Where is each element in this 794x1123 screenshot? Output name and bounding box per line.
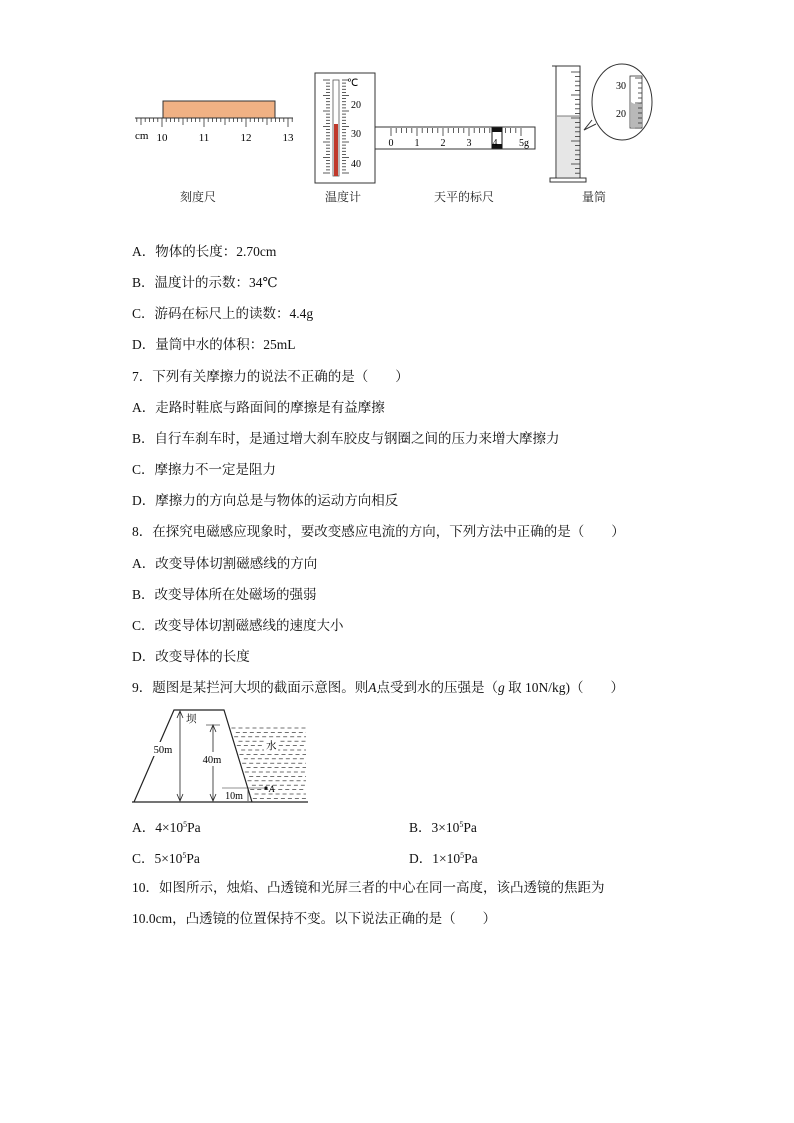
thermometer-tick-label: 30 (351, 129, 361, 140)
water-label: 水 (266, 741, 277, 752)
magnifier-bubble (592, 64, 652, 140)
q9-option-c-text: C．5×10 (132, 851, 183, 866)
dam-height-label: 50m (153, 745, 173, 756)
q7-option-d: D．摩擦力的方向总是与物体的运动方向相反 (132, 493, 399, 508)
q9-stem (132, 679, 624, 697)
q9-option-a (132, 816, 201, 837)
magnifier-tick-label: 20 (616, 109, 626, 120)
ruler-tick-label: 13 (282, 132, 294, 144)
ruler-unit: cm (135, 130, 149, 142)
thermometer-tick-label: 20 (351, 100, 361, 111)
q7-stem: 7．下列有关摩擦力的说法不正确的是（ ） (132, 369, 409, 384)
balance-tick-label: 2 (440, 138, 446, 149)
q9-option-d-unit: Pa (464, 851, 478, 866)
balance-tick-label: 1 (414, 138, 420, 149)
ruler-tick-label: 10 (156, 132, 168, 144)
q10-stem-line1: 10．如图所示，烛焰、凸透镜和光屏三者的中心在同一高度，该凸透镜的焦距为 (132, 880, 605, 895)
q9-option-c (132, 847, 200, 868)
thermometer-caption: 温度计 (325, 190, 362, 204)
q9-g-var: g (498, 680, 505, 695)
ruler-figure (130, 95, 300, 155)
q9-option-a-text: A．4×10 (132, 820, 184, 835)
q7-option-c: C．摩擦力不一定是阻力 (132, 462, 277, 477)
q9-option-a-exp: 5 (183, 820, 188, 829)
q6-option-d: D．量筒中水的体积：25mL (132, 337, 296, 352)
q9-option-b-exp: 5 (459, 820, 464, 829)
balance-tick-label: 0 (388, 138, 394, 149)
balance-tick-label: 3 (466, 138, 472, 149)
q7-option-a: A．走路时鞋底与路面间的摩擦是有益摩擦 (132, 400, 385, 415)
q9-option-a-unit: Pa (187, 820, 201, 835)
balance-scale-figure (374, 126, 538, 152)
point-height-label: 10m (225, 791, 243, 802)
q8-option-d: D．改变导体的长度 (132, 649, 250, 664)
ruler-tick-label: 12 (240, 132, 252, 144)
point-a-label: A (269, 784, 275, 794)
q9-option-b-unit: Pa (463, 820, 477, 835)
q8-stem: 8．在探究电磁感应现象时，要改变感应电流的方向，下列方法中正确的是（ ） (132, 524, 625, 539)
q9-stem-pre: 9．题图是某拦河大坝的截面示意图。则 (132, 680, 369, 695)
q9-option-d-exp: 5 (460, 851, 465, 860)
q10-stem-line2: 10.0cm，凸透镜的位置保持不变。以下说法正确的是（ ） (132, 911, 497, 926)
thermometer-tick-label: 40 (351, 159, 361, 170)
cylinder-water (557, 116, 579, 177)
cylinder-caption: 量筒 (582, 190, 607, 204)
thermometer-unit: ℃ (347, 78, 359, 89)
q9-stem-post: 取 10N/kg)（ ） (508, 680, 624, 695)
water-depth-label: 40m (202, 755, 222, 766)
balance-tick-label: 4 (492, 138, 498, 149)
measured-block (163, 101, 275, 118)
q6-option-b: B．温度计的示数：34℃ (132, 275, 278, 290)
q8-option-b: B．改变导体所在处磁场的强弱 (132, 587, 317, 602)
q8-option-c: C．改变导体切割磁感线的速度大小 (132, 618, 344, 633)
q8-option-a: A．改变导体切割磁感线的方向 (132, 556, 318, 571)
q7-option-b: B．自行车刹车时，是通过增大刹车胶皮与钢圈之间的压力来增大摩擦力 (132, 431, 560, 446)
magnifier-tick-label: 30 (616, 81, 626, 92)
q9-option-b-text: B．3×10 (409, 820, 460, 835)
q9-option-d-text: D．1×10 (409, 851, 461, 866)
ruler-caption: 刻度尺 (180, 190, 217, 204)
q9-option-c-exp: 5 (182, 851, 187, 860)
thermometer-figure (314, 72, 376, 184)
balance-tick-label: 5g (519, 138, 529, 149)
dam-label: 坝 (186, 714, 197, 725)
q9-stem-mid: 点受到水的压强是（ (376, 680, 498, 695)
q6-option-a: A．物体的长度：2.70cm (132, 244, 277, 259)
q9-option-c-unit: Pa (186, 851, 200, 866)
q9-option-b (409, 816, 477, 837)
thermometer-liquid (334, 124, 338, 176)
q9-option-d (409, 847, 478, 868)
balance-scale-caption: 天平的标尺 (434, 190, 495, 204)
cylinder-figure (540, 62, 656, 186)
point-a-marker (264, 786, 267, 789)
dam-diagram (130, 706, 312, 806)
q6-option-c: C．游码在标尺上的读数：4.4g (132, 306, 314, 321)
q9-point-var: A (368, 680, 377, 695)
ruler-tick-label: 11 (198, 132, 210, 144)
